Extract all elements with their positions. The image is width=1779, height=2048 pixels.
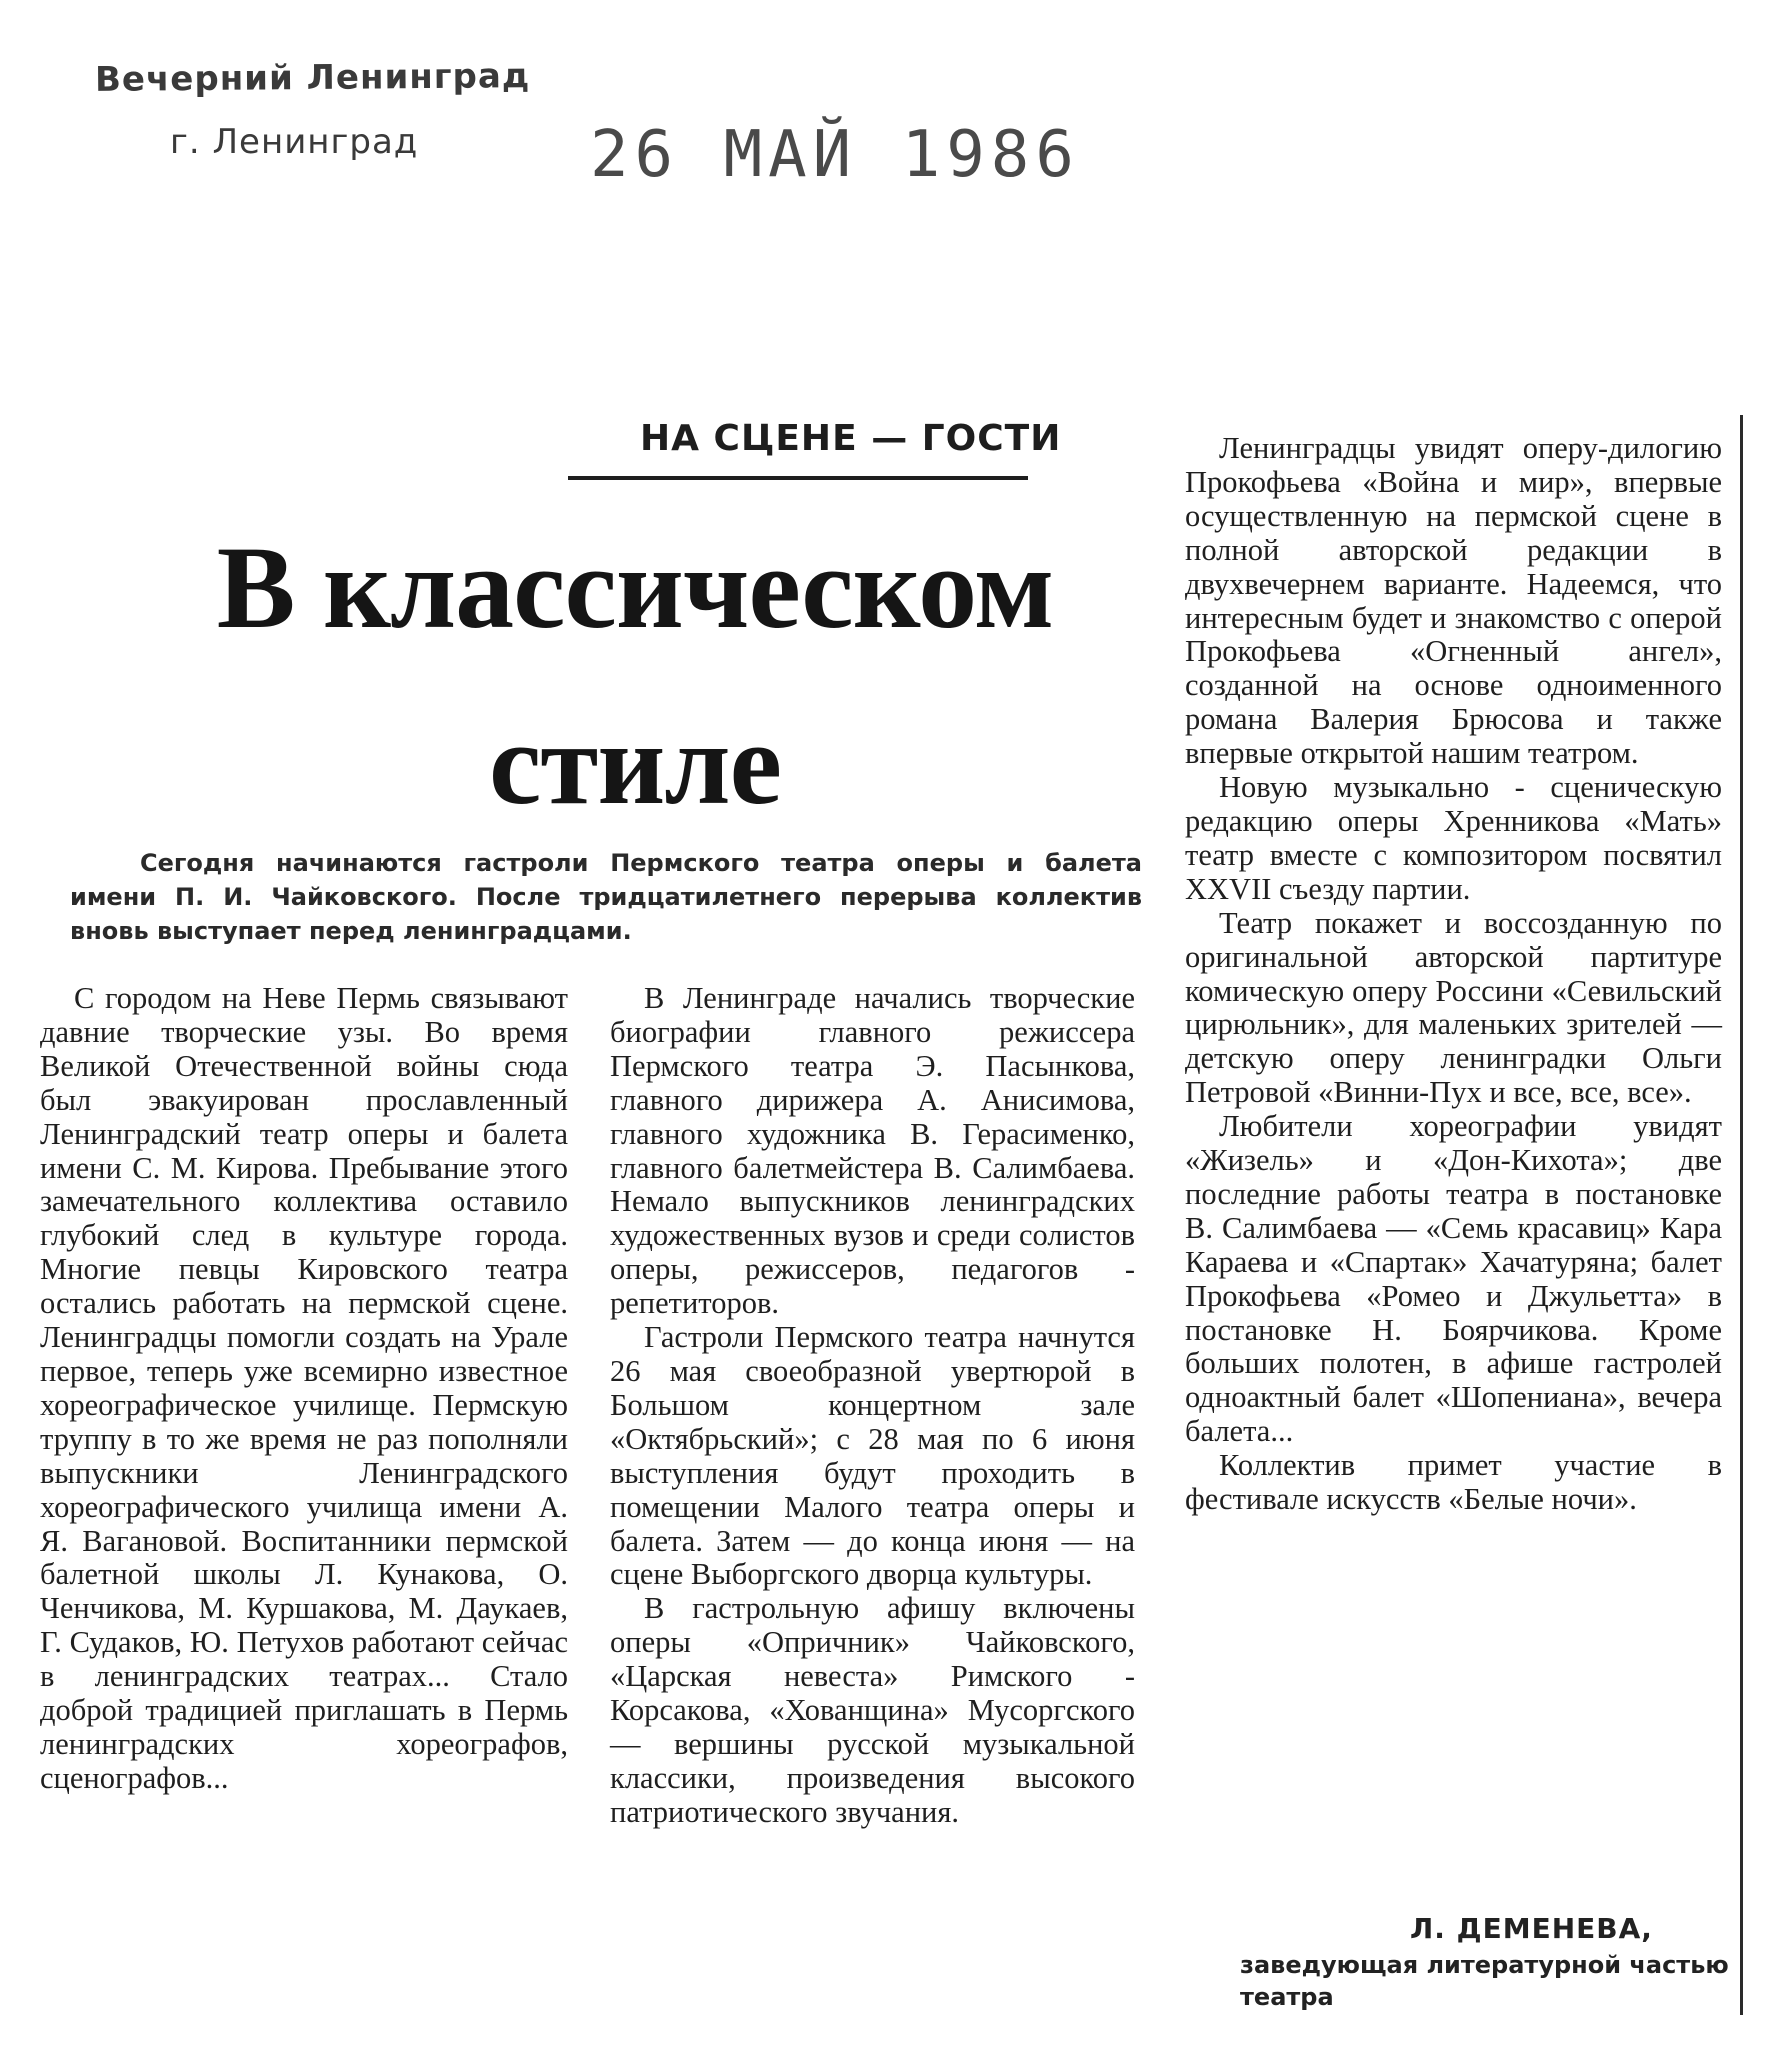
article-column-3 [1185,432,1722,1517]
article-headline: В классическом стиле [216,522,1054,829]
paragraph: Новую музыкально - сценическую редакцию оперы Хренникова «Мать» театр вместе с композитором посвятил XXVII съезду партии. [1185,770,1722,906]
article-column-1 [40,982,568,1796]
paragraph: Коллектив примет участие в фестивале искусств «Белые ночи». [1185,1448,1722,1517]
author-role: заведующая литературной частью театра [1240,1951,1729,2011]
paragraph: Театр покажет и воссозданную по оригинальной авторской партитуре комическую оперу Россини «Севильский цирюльник», для маленьких зрителей — детскую оперу ленинградки Ольги Петровой «Винни-Пух и все, все, все». [1185,905,1722,1110]
paragraph: С городом на Неве Пермь связывают давние творческие узы. Во время Великой Отечественной войны сюда был эвакуирован прославленный Ленинградский театр оперы и балета имени С. М. Кирова. Пребывание этого замечательного коллектива оставило глубокий след в культуре города. Многие певцы Кировского театра остались работать на пермской сцене. Ленинградцы помогли создать на Урале первое, теперь уже всемирно известное хореографическое училище. Пермскую труппу в то же время не раз пополняли выпускники Ленинградского хореографического училища имени А. Я. Вагановой. Воспитанники пермской балетной школы Л. Кунакова, О. Ченчикова, М. Куршакова, М. Даукаев, Г. Судаков, Ю. Петухов работают сейчас в ленинградских театрах... Стало доброй традицией приглашать в Пермь ленинградских хореографов, сценографов... [40,981,568,1795]
article-lead: Сегодня начинаются гастроли Пермского театра оперы и балета имени П. И. Чайковского. После тридцатилетнего перерыва коллектив вновь выступает перед ленинградцами. [70,849,1142,945]
rubric-underline [568,476,1028,480]
paragraph: Гастроли Пермского театра начнутся 26 мая своеобразной увертюрой в Большом концертном зале «Октябрьский»; с 28 мая по 6 июня выступления будут проходить в помещении Малого театра оперы и балета. Затем — до конца июня — на сцене Выборгского дворца культуры. [610,1320,1135,1592]
author-signature [1240,1912,1740,2013]
column-divider [1740,415,1743,2015]
paragraph: Любители хореографии увидят «Жизель» и «Дон-Кихота»; две последние работы театра в постановке В. Салимбаева — «Семь красавиц» Кара Караева и «Спартак» Хачатуряна; балет Прокофьева «Ромео и Джульетта» в постановке Н. Боярчикова. Кроме больших полотен, в афише гастролей одноактный балет «Шопениана», вечера балета... [1185,1109,1722,1449]
paragraph: В Ленинграде начались творческие биографии главного режиссера Пермского театра Э. Пасынкова, главного дирижера А. Анисимова, главного художника В. Герасименко, главного балетмейстера В. Салимбаева. Немало выпускников ленинградских художественных вузов и среди солистов оперы, режиссеров, педагогов - репетиторов. [610,981,1135,1321]
paragraph: В гастрольную афишу включены оперы «Опричник» Чайковского, «Царская невеста» Римского - Корсакова, «Хованщина» Мусоргского — вершины русской музыкальной классики, произведения высокого патриотического звучания. [610,1591,1135,1829]
date-stamp: 26 МАЙ 1986 [590,118,1080,192]
newspaper-stamp: Вечерний Ленинград [94,56,531,100]
author-name: Л. ДЕМЕНЕВА, [1410,1912,1653,1945]
section-rubric: НА СЦЕНЕ — ГОСТИ [640,418,1062,459]
city-stamp: г. Ленинград [170,122,419,162]
article-column-2 [610,982,1135,1830]
paragraph: Ленинградцы увидят оперу-дилогию Прокофьева «Война и мир», впервые осуществленную на пермской сцене в полной авторской редакции в двухвечернем варианте. Надеемся, что интересным будет и знакомство с оперой Прокофьева «Огненный ангел», созданной на основе одноименного романа Валерия Брюсова и также впервые открытой нашим театром. [1185,431,1722,771]
